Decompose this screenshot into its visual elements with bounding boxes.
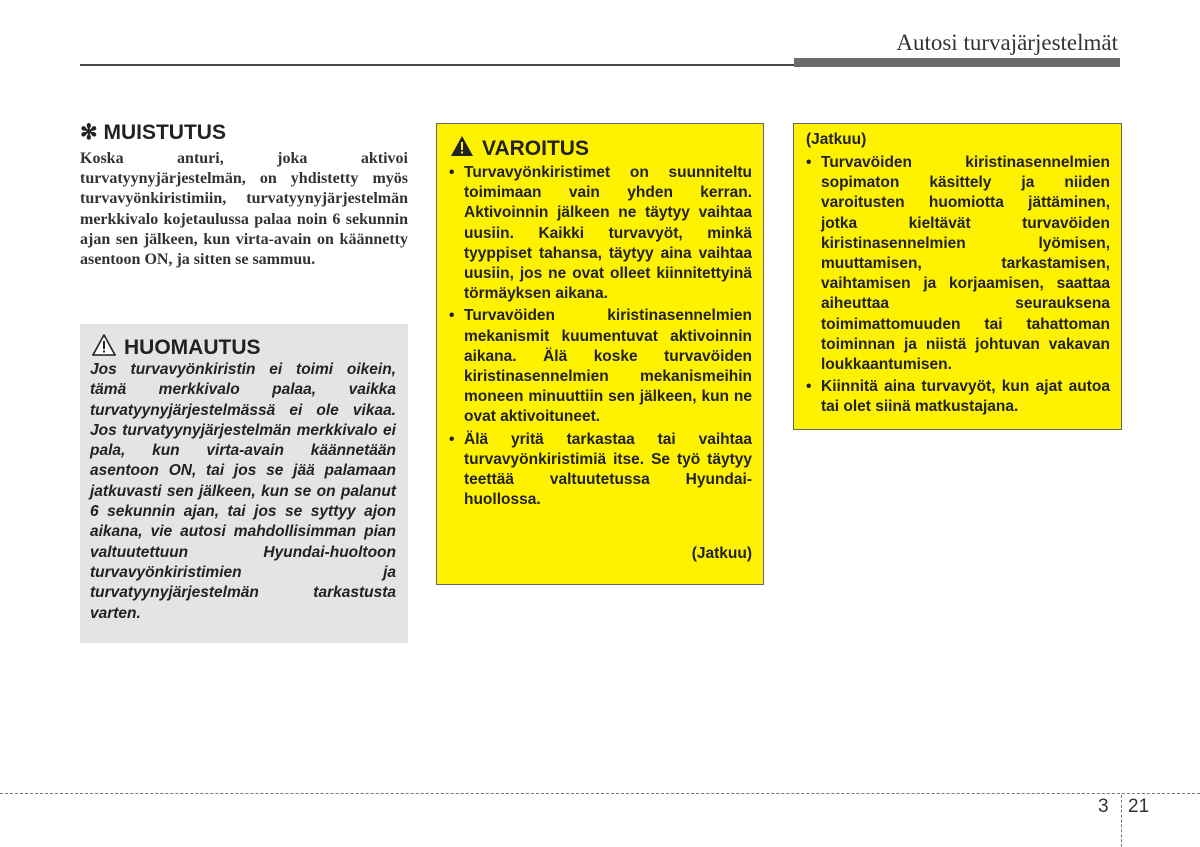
continued-heading: (Jatkuu): [806, 131, 867, 148]
huomautus-heading-label: HUOMAUTUS: [124, 336, 261, 359]
header-rule: [80, 64, 794, 66]
warning-triangle-icon: [450, 135, 474, 163]
list-item: • Kiinnitä aina turvavyöt, kun ajat autoa tai olet siinä matkustajana.: [806, 378, 1110, 416]
note-heading: [80, 120, 226, 145]
continued-list: [806, 153, 1110, 420]
note-body: Koska anturi, joka aktivoi turvatyynyjärjestelmän, on yhdistetty myös turvavyönkiristimiin, turvatyynyjärjestelmän merkkivalo kojetaulussa palaa noin 6 sekunnin ajan sen jälkeen, kun virta-avain on käännetty asentoon ON, ja sitten se sammuu.: [80, 150, 408, 269]
varoitus-list: [449, 163, 752, 512]
bullet-icon: •: [806, 154, 812, 171]
page-header-title: Autosi turvajärjestelmät: [896, 30, 1118, 55]
note-heading-label: MUISTUTUS: [103, 121, 226, 144]
list-item: • Turvavöiden kiristinasennelmien mekanismit kuumentuvat aktivoinnin aikana. Älä koske turvavöiden kiristinasennelmien mekanismeihin moneen minuuttiin sen jälkeen, kun ne ovat aktivoituneet.: [449, 307, 752, 426]
caution-triangle-icon: [92, 334, 116, 362]
list-item: • Älä yritä tarkastaa tai vaihtaa turvavyönkiristimiä itse. Se työ täytyy teettää valtuutetussa Hyundai-huollossa.: [449, 430, 752, 509]
bullet-icon: •: [449, 164, 455, 181]
header-rule-bar: [794, 58, 1120, 67]
huomautus-heading: [92, 334, 261, 362]
page-number: 21: [1128, 796, 1150, 817]
page-number-divider: [1121, 795, 1122, 847]
chapter-number: 3: [1098, 796, 1109, 817]
varoitus-heading-label: VAROITUS: [482, 137, 589, 160]
asterisk-icon: ✻: [80, 121, 98, 144]
varoitus-heading: [450, 135, 589, 163]
varoitus-continues-label: (Jatkuu): [691, 545, 752, 562]
huomautus-body: Jos turvavyönkiristin ei toimi oikein, tämä merkkivalo palaa, vaikka turvatyynyjärjestelmässä ei ole vikaa. Jos turvatyynyjärjestelmän merkkivalo ei pala, kun virta-avain käännetään asentoon ON, tai jos se jää palamaan jatkuvasti sen jälkeen, kun se on palanut 6 sekunnin ajan, tai jos se syttyy ajon aikana, vie autosi mahdollisimman pian valtuutettuun Hyundai-huoltoon turvavyönkiristimien ja turvatyynyjärjestelmän tarkastusta varten.: [90, 361, 396, 622]
bullet-icon: •: [806, 378, 812, 396]
bullet-icon: •: [449, 430, 455, 448]
list-item: • Turvavyönkiristimet on suunniteltu toimimaan vain yhden kerran. Aktivoinnin jälkeen ne täytyy vaihtaa uusiin. Kaikki turvavyöt, minkä tyyppiset tahansa, täytyy aina vaihtaa uusiin, jos ne ovat olleet kiinnitettyinä törmäyksen aikana.: [449, 164, 752, 303]
bullet-icon: •: [449, 307, 455, 325]
list-item: • Turvavöiden kiristinasennelmien sopimaton käsittely ja niiden varoitusten huomiotta jättäminen, jotka kieltävät turvavöiden kiristinasennelmien lyömisen, muuttamisen, tarkastamisen, vaihtamisen ja korjaamisen, saattaa aiheuttaa seurauksena toimimattomuuden tai tahattoman toiminnan ja niistä johtuvan vakavan loukkaantumisen.: [806, 154, 1110, 374]
footer-dashed-rule: [0, 793, 1200, 794]
